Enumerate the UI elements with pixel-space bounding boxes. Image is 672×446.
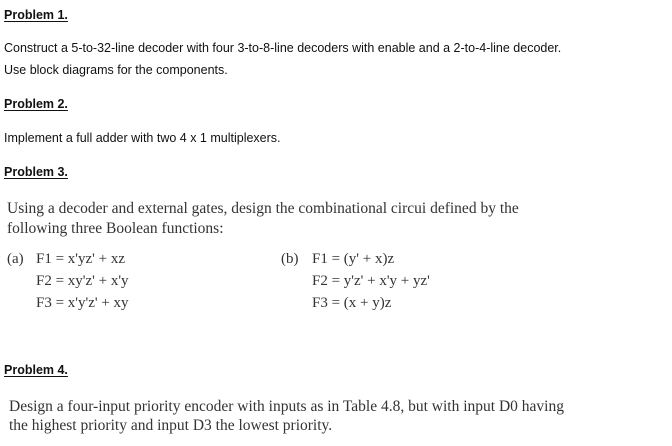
problem-3-heading: Problem 3. <box>4 165 68 179</box>
part-b-label: (b) <box>281 251 299 267</box>
problem-1-text-line-2: Use block diagrams for the components. <box>4 63 228 77</box>
part-a-function-3: F3 = x'y'z' + xy <box>36 295 129 311</box>
problem-1-text-line-1: Construct a 5-to-32-line decoder with four 3-to-8-line decoders with enable and a 2-to-4-line decoder. <box>4 41 562 55</box>
problem-4-heading: Problem 4. <box>4 363 68 377</box>
problem-2-heading: Problem 2. <box>4 97 68 111</box>
part-b-function-2: F2 = y'z' + x'y + yz' <box>312 273 430 289</box>
problem-3-text-line-2: following three Boolean functions: <box>7 220 224 237</box>
part-a-function-1: F1 = x'yz' + xz <box>36 251 125 267</box>
problem-4-text-line-1: Design a four-input priority encoder with inputs as in Table 4.8, but with input D0 having <box>9 398 564 415</box>
problem-3-text-line-1: Using a decoder and external gates, design the combinational circui defined by the <box>7 200 519 217</box>
part-b-function-1: F1 = (y' + x)z <box>312 251 395 267</box>
problem-1-heading: Problem 1. <box>4 8 68 22</box>
part-b-function-3: F3 = (x + y)z <box>312 295 392 311</box>
problem-4-text-line-2: the highest priority and input D3 the lowest priority. <box>9 417 333 434</box>
problem-2-text-line-1: Implement a full adder with two 4 x 1 multiplexers. <box>4 131 281 145</box>
part-a-function-2: F2 = xy'z' + x'y <box>36 273 129 289</box>
part-a-label: (a) <box>7 251 24 267</box>
